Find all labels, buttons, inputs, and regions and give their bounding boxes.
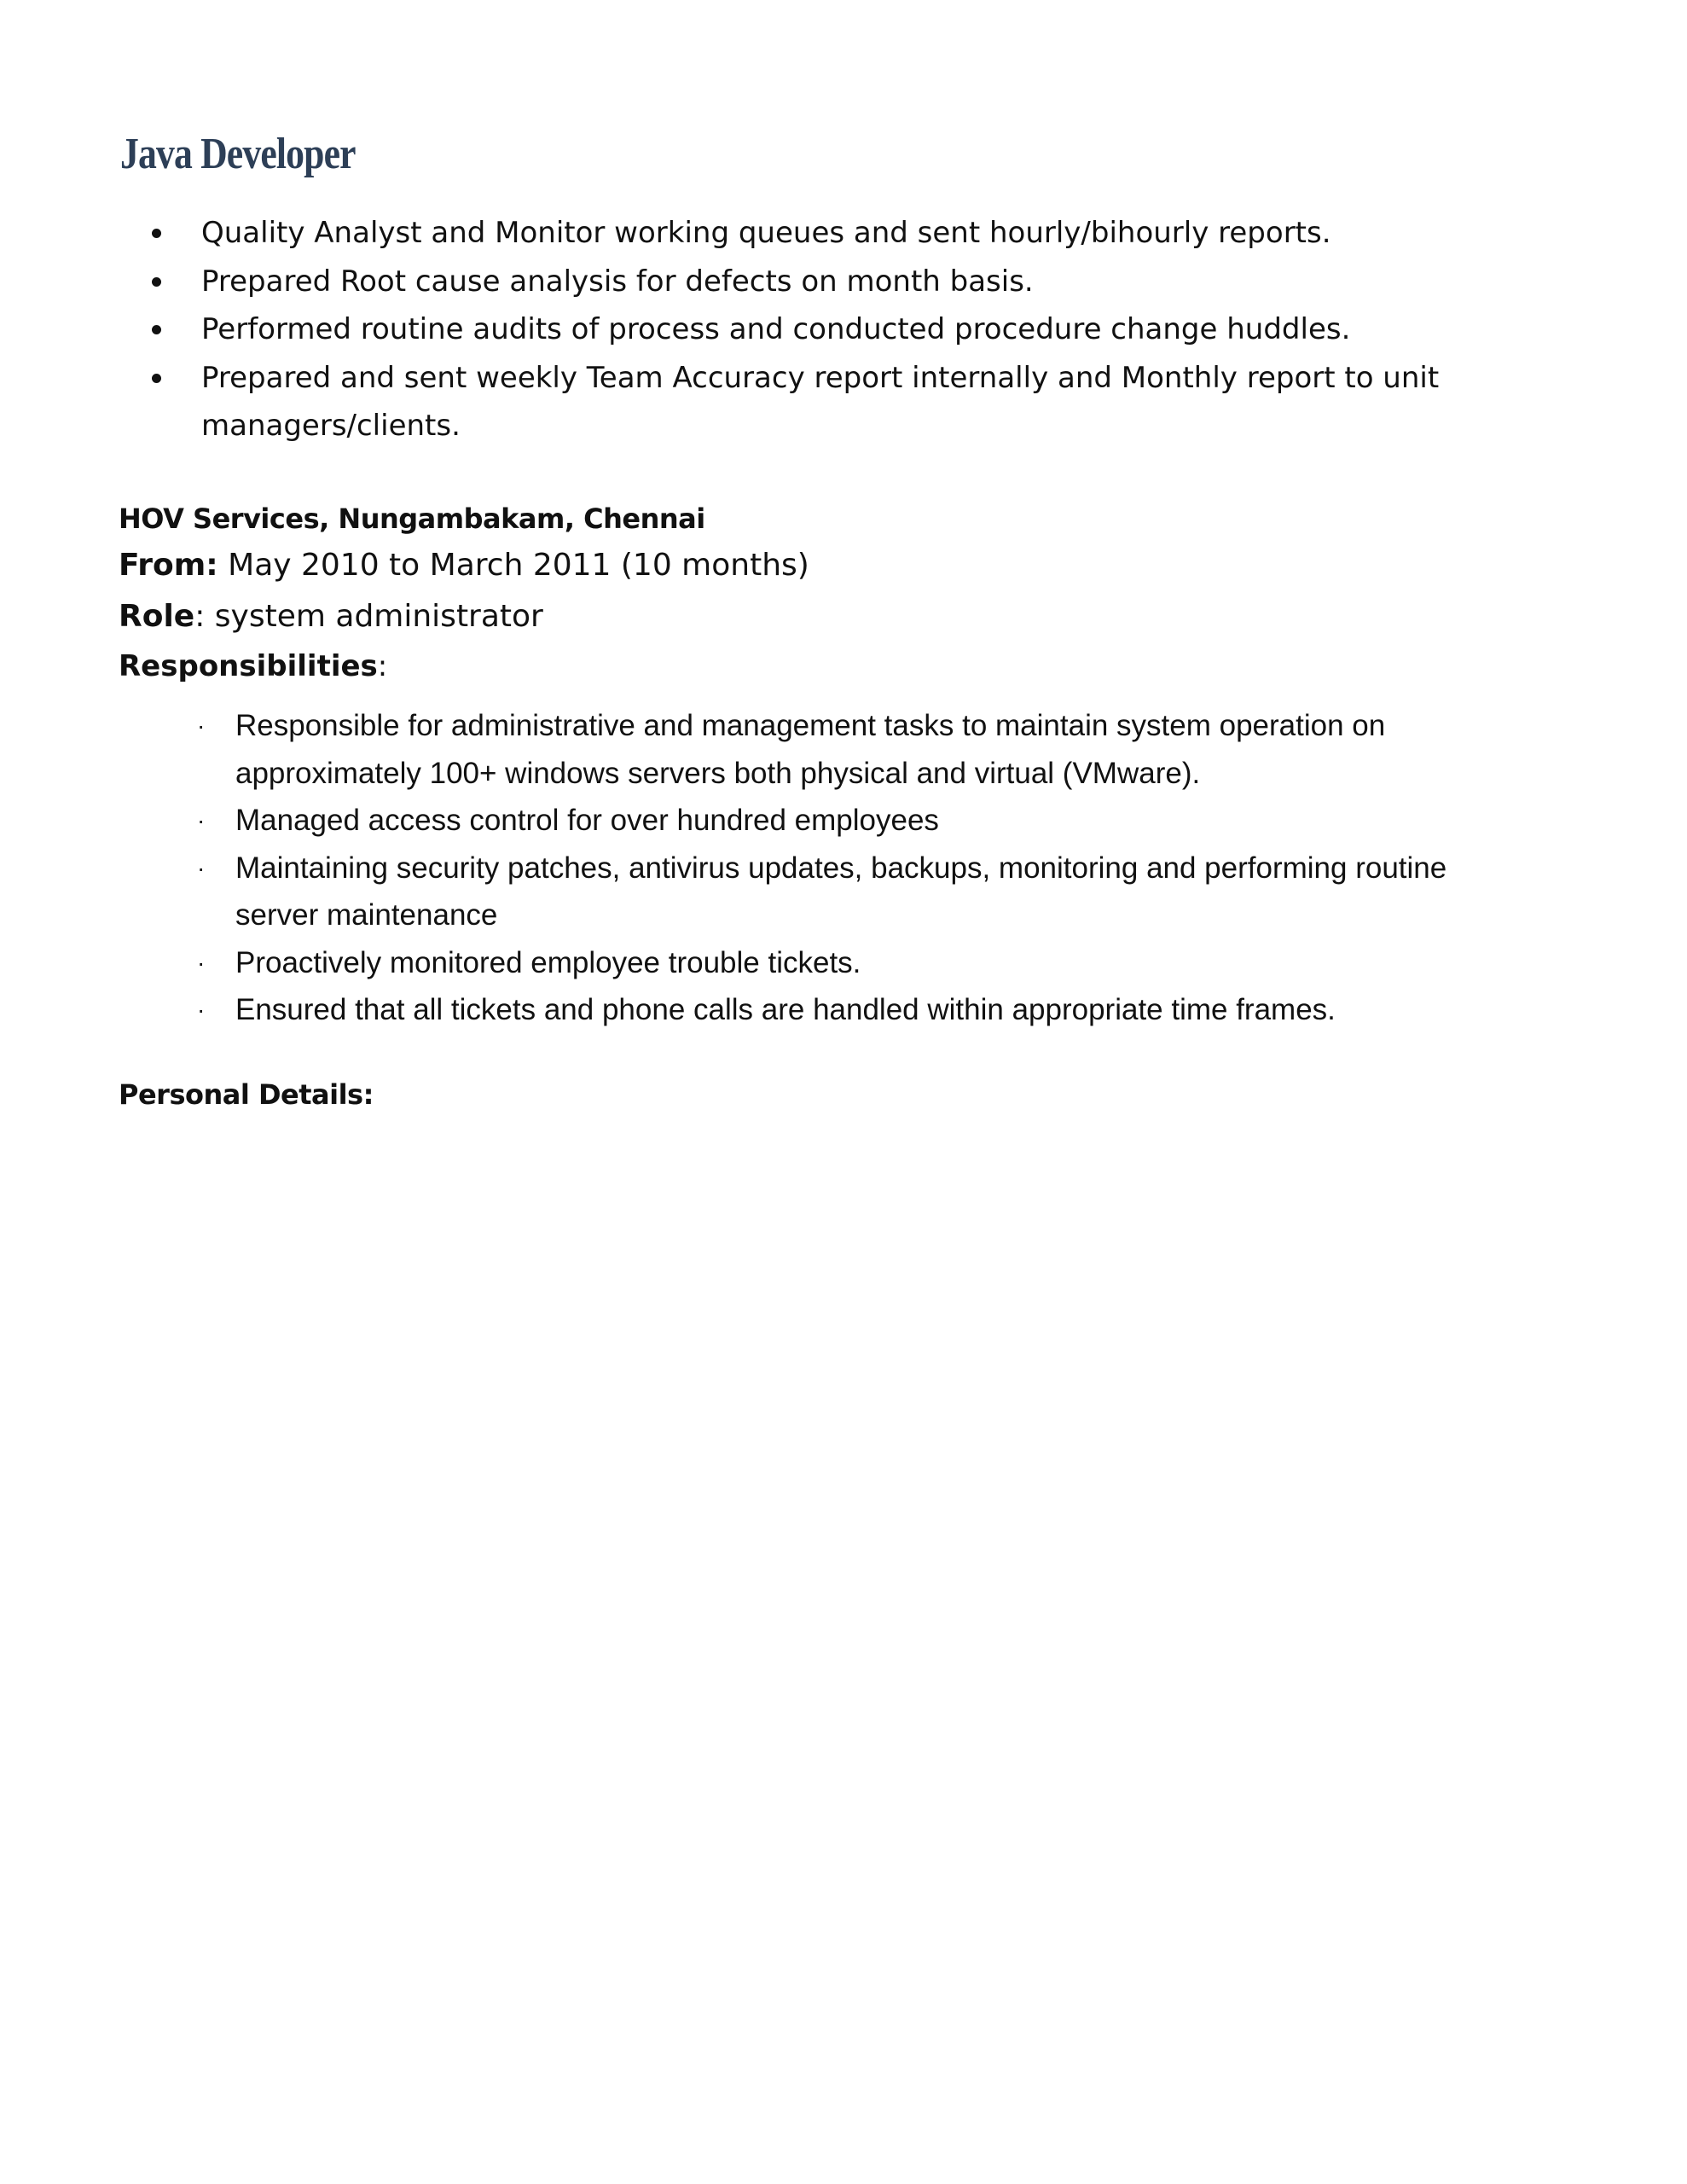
bullet-icon: · — [197, 807, 206, 834]
company-name: HOV Services, Nungambakam, Chennai — [119, 502, 705, 535]
personal-details-heading: Personal Details: — [119, 1078, 374, 1111]
list-item — [195, 702, 1517, 797]
bullet-icon — [152, 229, 161, 238]
duties-bullet-list — [145, 209, 1510, 450]
list-item — [195, 845, 1517, 939]
bullet-text: Prepared and sent weekly Team Accuracy report internally and Monthly report to unit managers/clients. — [201, 360, 1440, 443]
role-value: : system administrator — [194, 599, 543, 634]
from-value: May 2010 to March 2011 (10 months) — [217, 548, 809, 583]
role-label: Role — [119, 599, 195, 634]
bullet-text: Proactively monitored employee trouble tickets. — [235, 945, 861, 979]
responsibilities-label: Responsibilities — [119, 649, 378, 683]
list-item — [145, 258, 1510, 306]
list-item — [145, 354, 1510, 450]
job-section — [119, 497, 1568, 690]
bullet-icon — [152, 325, 161, 334]
bullet-icon: · — [197, 949, 206, 976]
list-item — [195, 797, 1517, 845]
bullet-text: Performed routine audits of process and conducted procedure change huddles. — [201, 312, 1351, 346]
bullet-icon — [152, 277, 161, 287]
responsibilities-list — [195, 702, 1517, 1034]
list-item — [145, 305, 1510, 354]
bullet-text: Prepared Root cause analysis for defects on month basis. — [201, 264, 1034, 299]
bullet-text: Maintaining security patches, antivirus updates, backups, monitoring and performing routine server maintenance — [235, 851, 1447, 932]
bullet-icon — [152, 374, 161, 383]
responsibilities-colon: : — [377, 649, 388, 683]
bullet-icon: · — [197, 996, 206, 1023]
page-title: Java Developer — [120, 130, 356, 178]
employment-period — [119, 540, 1568, 591]
list-item — [145, 209, 1510, 258]
from-label: From: — [119, 548, 218, 583]
bullet-text: Quality Analyst and Monitor working queues and sent hourly/bihourly reports. — [201, 216, 1331, 250]
bullet-icon: · — [197, 712, 206, 739]
responsibilities-heading — [119, 642, 1568, 690]
list-item — [195, 939, 1517, 987]
bullet-text: Managed access control for over hundred employees — [235, 804, 939, 837]
list-item — [195, 986, 1517, 1034]
bullet-text: Responsible for administrative and management tasks to maintain system operation on approximately 100+ windows servers both physical and virtual (VMware). — [235, 709, 1386, 790]
job-role — [119, 591, 1568, 642]
bullet-text: Ensured that all tickets and phone calls are handled within appropriate time frames. — [235, 993, 1336, 1026]
bullet-icon: · — [197, 854, 206, 881]
